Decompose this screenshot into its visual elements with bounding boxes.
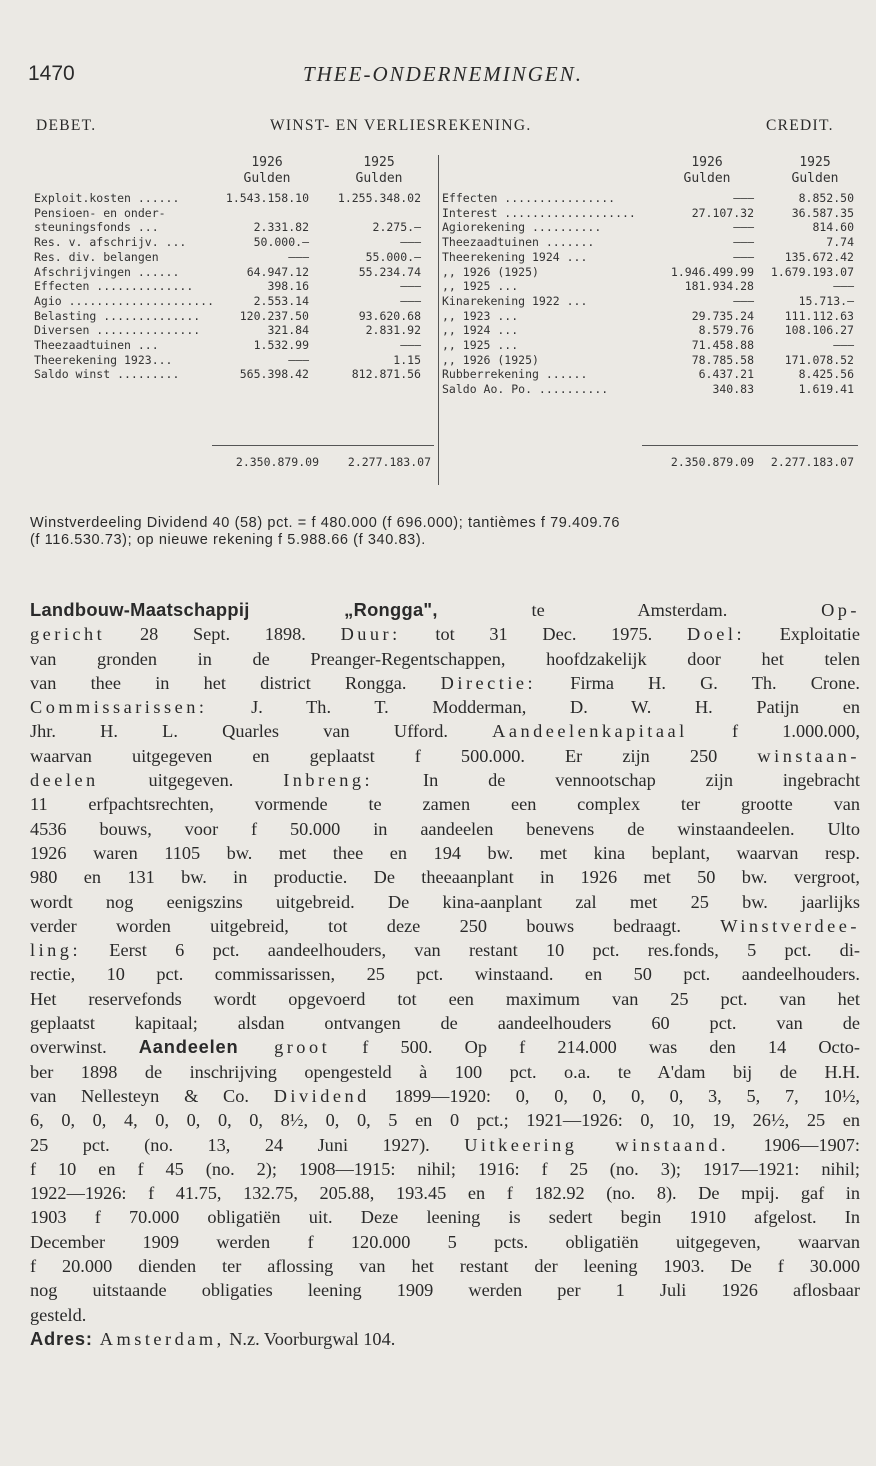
- credit-row-label: ,, 1925 ...: [442, 338, 519, 352]
- debit-row-value-1926: 2.331.82: [253, 220, 309, 235]
- body-line-25: 1922—1926: f 41.75, 132.75, 205.88, 193.45 en f 182.92 (no. 8). De mpij. gaf in: [30, 1183, 860, 1204]
- body-line-11: 1926 waren 1105 bw. met thee en 194 bw. met kina beplant, waarvan resp.: [30, 842, 860, 863]
- body-line-26: 1903 f 70.000 obligatiën uit. Deze leening is sedert begin 1910 afgelost. In: [30, 1207, 860, 1228]
- debit-row-label: Res. div. belangen: [34, 249, 159, 264]
- body-line-16: rectie, 10 pct. commissarissen, 25 pct. winstaand. en 50 pct. aandeelhouders.: [30, 964, 860, 985]
- debit-row-label: Theerekening 1923...: [34, 352, 173, 367]
- debit-row-value-1925: 2.831.92: [365, 323, 421, 338]
- credit-row-value-1926: 71.458.88: [691, 338, 754, 352]
- debit-row-value-1925: 2.275.—: [372, 220, 421, 235]
- credit-row-label: ,, 1926 (1925): [442, 352, 539, 367]
- credit-label: CREDIT.: [766, 117, 834, 134]
- body-line-21: van Nellesteyn & Co. Dividend 1899—1920: 0, 0, 0, 0, 0, 3, 5, 7, 10½,: [30, 1085, 860, 1106]
- credit-row: [442, 250, 858, 264]
- credit-row: [442, 265, 858, 279]
- debit-row-label: Effecten ..............: [34, 279, 194, 294]
- credit-row-value-1926: ———: [733, 191, 754, 205]
- debit-row: [34, 309, 434, 323]
- credit-year1-head: 1926 Gulden: [683, 155, 731, 186]
- debit-row-value-1926: 1.543.158.10: [225, 191, 309, 205]
- body-line-29: nog uitstaande obligaties leening 1909 werden per 1 Juli 1926 aflosbaar: [30, 1280, 860, 1301]
- credit-row: [442, 294, 858, 308]
- credit-row-value-1925: 7.74: [826, 235, 854, 250]
- company-description: [30, 598, 860, 1351]
- credit-row-value-1925: ———: [833, 338, 854, 352]
- credit-row-value-1925: 15.713.—: [798, 293, 854, 308]
- credit-row-value-1925: 8.852.50: [798, 191, 854, 205]
- debit-row-label: Res. v. afschrijv. ...: [34, 235, 187, 250]
- page-number: 1470: [28, 62, 75, 85]
- credit-row-label: ,, 1924 ...: [442, 323, 519, 338]
- credit-row-value-1925: 8.425.56: [798, 367, 854, 382]
- debit-row-value-1925: 812.871.56: [351, 367, 421, 382]
- credit-row-value-1925: 36.587.35: [791, 205, 854, 220]
- credit-row-label: Theerekening 1924 ...: [442, 249, 588, 264]
- credit-row-label: ,, 1926 (1925): [442, 264, 539, 279]
- credit-row-value-1925: 1.619.41: [798, 382, 854, 397]
- debit-row-value-1926: 2.553.14: [253, 293, 309, 308]
- debit-row-value-1925: 55.000.—: [365, 249, 421, 264]
- credit-row-value-1926: 181.934.28: [684, 279, 754, 294]
- credit-row-value-1926: 340.83: [712, 382, 754, 397]
- debit-row-value-1926: ———: [288, 352, 309, 367]
- body-line-17: Het reservefonds wordt opgevoerd tot een maximum van 25 pct. van het: [30, 988, 860, 1009]
- debit-row: [34, 367, 434, 381]
- credit-row: [442, 206, 858, 220]
- debit-row: [34, 323, 434, 337]
- credit-row-value-1926: ———: [733, 293, 754, 308]
- credit-row-value-1926: ———: [733, 235, 754, 250]
- credit-row-label: ,, 1925 ...: [442, 279, 519, 294]
- debit-row: [34, 206, 434, 220]
- body-line-5: Commissarissen: J. Th. T. Modderman, D. W. H. Patijn en: [30, 697, 860, 718]
- body-line-8: deelen uitgegeven. Inbreng: In de vennootschap zijn ingebracht: [30, 770, 860, 791]
- credit-row-label: Kinarekening 1922 ...: [442, 293, 588, 308]
- credit-row-value-1926: 1.946.499.99: [670, 264, 754, 279]
- credit-total-1926: 2.350.879.09: [670, 455, 754, 469]
- debit-row: [34, 294, 434, 308]
- credit-row-value-1925: 135.672.42: [784, 249, 854, 264]
- body-line-10: 4536 bouws, voor f 50.000 in aandeelen benevens de winstaandeelen. Ulto: [30, 818, 860, 839]
- debit-row-value-1925: 93.620.68: [358, 308, 421, 323]
- credit-row: [442, 382, 858, 396]
- debit-row-value-1925: ———: [400, 279, 421, 294]
- debit-row-value-1926: 321.84: [267, 323, 309, 338]
- debit-row: [34, 220, 434, 234]
- body-line-30: gesteld.: [30, 1304, 87, 1325]
- body-line-7: waarvan uitgegeven en geplaatst f 500.000. Er zijn 250 winstaan-: [30, 745, 860, 766]
- credit-row-value-1926: 6.437.21: [698, 367, 754, 382]
- debit-row-value-1925: ———: [400, 338, 421, 352]
- debit-row-label: Belasting ..............: [34, 308, 201, 323]
- body-line-18: geplaatst kapitaal; alsdan ontvangen de aandeelhouders 60 pct. van de: [30, 1013, 860, 1034]
- note-line-2: (f 116.530.73); op nieuwe rekening f 5.988.66 (f 340.83).: [30, 532, 426, 548]
- body-line-14: verder worden uitgebreid, tot deze 250 bouws bedraagt. Winstverdee-: [30, 915, 860, 936]
- adres-heading: Adres:: [30, 1327, 93, 1349]
- credit-row-value-1926: ———: [733, 220, 754, 235]
- body-line-1: Landbouw-Maatschappij „Rongga", te Amsterdam. Op-: [30, 599, 860, 620]
- debit-row-value-1925: 1.255.348.02: [337, 191, 421, 205]
- debit-row-label: Pensioen- en onder-: [34, 205, 166, 220]
- debit-row: [34, 338, 434, 352]
- credit-row-value-1926: 27.107.32: [691, 205, 754, 220]
- debit-row: [34, 265, 434, 279]
- credit-row-value-1926: 8.579.76: [698, 323, 754, 338]
- debit-row-value-1925: ———: [400, 293, 421, 308]
- body-line-12: 980 en 131 bw. in productie. De theeaanplant in 1926 met 50 bw. vergroot,: [30, 867, 860, 888]
- credit-row-label: Agiorekening ..........: [442, 220, 602, 235]
- debit-row-label: Saldo winst .........: [34, 367, 180, 382]
- debit-row-label: Agio .....................: [34, 293, 215, 308]
- debit-row-label: Afschrijvingen ......: [34, 264, 180, 279]
- credit-row-value-1925: 111.112.63: [784, 308, 854, 323]
- body-line-4: van thee in het district Rongga. Directie: Firma H. G. Th. Crone.: [30, 672, 860, 693]
- credit-row-label: Effecten ................: [442, 191, 616, 205]
- profit-distribution-note: [30, 515, 860, 549]
- debit-row-value-1925: 55.234.74: [358, 264, 421, 279]
- credit-row: [442, 279, 858, 293]
- page-header: [28, 62, 858, 92]
- debit-row: [34, 191, 434, 205]
- account-title: WINST- EN VERLIESREKENING.: [270, 117, 532, 134]
- credit-row-label: Saldo Ao. Po. ..........: [442, 382, 609, 397]
- debit-total-1926: 2.350.879.09: [235, 455, 319, 469]
- body-line-2: gericht 28 Sept. 1898. Duur: tot 31 Dec. 1975. Doel: Exploitatie: [30, 624, 860, 645]
- debit-row: [34, 235, 434, 249]
- running-title: THEE-ONDERNEMINGEN.: [302, 62, 584, 86]
- debit-row-value-1925: 1.15: [393, 352, 421, 367]
- debit-sum-line: [212, 445, 434, 446]
- debit-row: [34, 279, 434, 293]
- debit-row-label: Exploit.kosten ......: [34, 191, 180, 205]
- credit-row-value-1925: 171.078.52: [784, 352, 854, 367]
- body-line-27: December 1909 werden f 120.000 5 pcts. obligatiën uitgegeven, waarvan: [30, 1231, 860, 1252]
- credit-row: [442, 338, 858, 352]
- credit-row-value-1925: ———: [833, 279, 854, 294]
- debit-row-value-1926: 1.532.99: [253, 338, 309, 352]
- debit-row-value-1926: ———: [288, 249, 309, 264]
- credit-row: [442, 191, 858, 205]
- debit-row-value-1926: 565.398.42: [239, 367, 309, 382]
- debit-row-value-1926: 64.947.12: [246, 264, 309, 279]
- credit-row: [442, 353, 858, 367]
- credit-row: [442, 220, 858, 234]
- credit-total-1925: 2.277.183.07: [770, 455, 854, 469]
- debit-total-1925: 2.277.183.07: [347, 455, 431, 469]
- body-line-24: f 10 en f 45 (no. 2); 1908—1915: nihil; 1916: f 25 (no. 3); 1917—1921: nihil;: [30, 1158, 860, 1179]
- debit-row: [34, 353, 434, 367]
- debit-year2-head: 1925 Gulden: [355, 155, 403, 186]
- debit-row-label: Theezaadtuinen ...: [34, 338, 159, 352]
- credit-row-value-1925: 814.60: [812, 220, 854, 235]
- credit-row-value-1925: 1.679.193.07: [770, 264, 854, 279]
- credit-row: [442, 323, 858, 337]
- debit-row-value-1925: ———: [400, 235, 421, 250]
- body-line-19: overwinst. Aandeelen groot f 500. Op f 214.000 was den 14 Octo-: [30, 1036, 860, 1058]
- debit-row-value-1926: 398.16: [267, 279, 309, 294]
- credit-row: [442, 309, 858, 323]
- body-line-13: wordt nog eenigszins uitgebreid. De kina-aanplant zal met 25 bw. jaarlijks: [30, 891, 860, 912]
- credit-row-value-1925: 108.106.27: [784, 323, 854, 338]
- credit-row-label: Interest ...................: [442, 205, 636, 220]
- credit-row-value-1926: ———: [733, 249, 754, 264]
- debit-row-value-1926: 120.237.50: [239, 308, 309, 323]
- body-line-3: van gronden in de Preanger-Regentschappen, hoofdzakelijk door het telen: [30, 648, 860, 669]
- credit-sum-line: [642, 445, 858, 446]
- body-line-6: Jhr. H. L. Quarles van Ufford. Aandeelenkapitaal f 1.000.000,: [30, 721, 860, 742]
- company-name: Landbouw-Maatschappij „Rongga",: [30, 599, 438, 620]
- ledger-divider: [438, 155, 439, 485]
- credit-row: [442, 367, 858, 381]
- body-line-31: Adres: Amsterdam, N.z. Voorburgwal 104.: [30, 1327, 396, 1349]
- body-line-23: 25 pct. (no. 13, 24 Juni 1927). Uitkeering winstaand. 1906—1907:: [30, 1134, 860, 1155]
- body-line-20: ber 1898 de inschrijving opengesteld à 100 pct. o.a. te A'dam bij de H.H.: [30, 1061, 860, 1082]
- credit-row-value-1926: 29.735.24: [691, 308, 754, 323]
- credit-row-label: ,, 1923 ...: [442, 308, 519, 323]
- credit-row-label: Rubberrekening ......: [442, 367, 588, 382]
- credit-row-label: Theezaadtuinen .......: [442, 235, 595, 250]
- note-line-1: Winstverdeeling Dividend 40 (58) pct. = f 480.000 (f 696.000); tantièmes f 79.409.76: [30, 515, 621, 531]
- debit-row-value-1926: 50.000.—: [253, 235, 309, 250]
- debit-label: DEBET.: [36, 117, 97, 134]
- debit-row: [34, 250, 434, 264]
- aandeelen-heading: Aandeelen: [138, 1036, 239, 1058]
- debit-row-label: steuningsfonds ...: [34, 220, 159, 235]
- body-line-28: f 20.000 dienden ter aflossing van het restant der leening 1903. De f 30.000: [30, 1256, 860, 1277]
- credit-year2-head: 1925 Gulden: [791, 155, 839, 186]
- body-line-15: ling: Eerst 6 pct. aandeelhouders, van restant 10 pct. res.fonds, 5 pct. di-: [30, 940, 860, 961]
- debit-year1-head: 1926 Gulden: [243, 155, 291, 186]
- body-line-22: 6, 0, 0, 4, 0, 0, 0, 0, 8½, 0, 0, 5 en 0 pct.; 1921—1926: 0, 10, 19, 26½, 25 en: [30, 1110, 860, 1131]
- credit-row-value-1926: 78.785.58: [691, 352, 754, 367]
- credit-row: [442, 235, 858, 249]
- debit-row-label: Diversen ...............: [34, 323, 201, 338]
- body-line-9: 11 erfpachtsrechten, vormende te zamen een complex ter grootte van: [30, 794, 860, 815]
